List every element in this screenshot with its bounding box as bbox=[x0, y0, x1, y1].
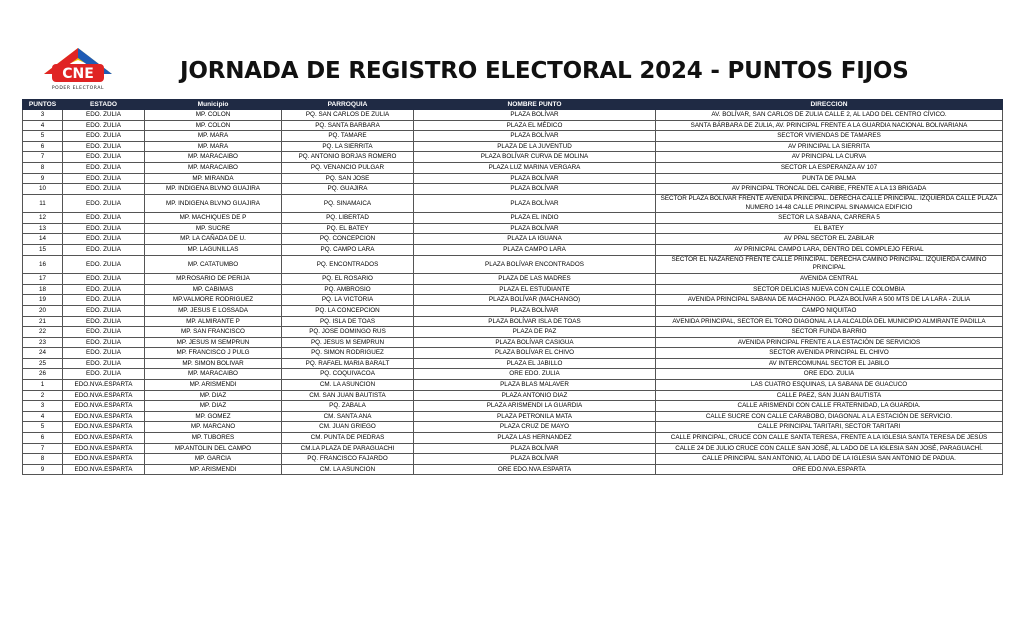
table-row bbox=[23, 401, 1003, 412]
cell-parroquia: PQ. LIBERTAD bbox=[282, 213, 414, 224]
cell-puntos: 10 bbox=[23, 184, 63, 195]
cell-puntos: 4 bbox=[23, 120, 63, 131]
cell-estado: EDO. ZULIA bbox=[63, 110, 145, 121]
logo-tagline: PODER ELECTORAL bbox=[51, 86, 105, 91]
cell-parroquia: PQ. GUAJIRA bbox=[282, 184, 414, 195]
cell-nombre-punto: PLAZA LUZ MARINA VERGARA bbox=[414, 162, 656, 173]
cell-direccion: LAS CUATRO ESQUINAS, LA SABANA DE GUACUCO bbox=[656, 380, 1003, 391]
cell-puntos: 5 bbox=[23, 131, 63, 142]
cell-parroquia: PQ. EL ROSARIO bbox=[282, 274, 414, 285]
table-row bbox=[23, 162, 1003, 173]
cell-estado: EDO. ZULIA bbox=[63, 358, 145, 369]
cell-parroquia: PQ. FRANCISCO FAJARDO bbox=[282, 454, 414, 465]
cell-direccion: SECTOR LA SABANA, CARRERA 5 bbox=[656, 213, 1003, 224]
table-row bbox=[23, 390, 1003, 401]
cell-estado: EDO.NVA.ESPARTA bbox=[63, 433, 145, 444]
cell-direccion: SECTOR AVENIDA PRINCIPAL EL CHIVO bbox=[656, 348, 1003, 359]
table-row bbox=[23, 213, 1003, 224]
cell-nombre-punto: PLAZA EL JABILLO bbox=[414, 358, 656, 369]
cell-parroquia: PQ. LA VICTORIA bbox=[282, 295, 414, 306]
cell-estado: EDO. ZULIA bbox=[63, 305, 145, 316]
cell-direccion: CAMPO NIQUITAO bbox=[656, 305, 1003, 316]
cell-nombre-punto: PLAZA BOLÍVAR CURVA DE MOLINA bbox=[414, 152, 656, 163]
cell-estado: EDO. ZULIA bbox=[63, 284, 145, 295]
cell-puntos: 8 bbox=[23, 162, 63, 173]
cell-estado: EDO. ZULIA bbox=[63, 223, 145, 234]
cell-puntos: 20 bbox=[23, 305, 63, 316]
cell-parroquia: PQ. ISLA DE TOAS bbox=[282, 316, 414, 327]
table-row bbox=[23, 422, 1003, 433]
cell-estado: EDO.NVA.ESPARTA bbox=[63, 401, 145, 412]
cell-direccion: ORE EDO.NVA.ESPARTA bbox=[656, 464, 1003, 475]
cell-direccion: SANTA BÁRBARA DE ZULIA, AV. PRINCIPAL FRENTE A LA GUARDIA NACIONAL BOLIVARIANA bbox=[656, 120, 1003, 131]
table-row bbox=[23, 234, 1003, 245]
table-row bbox=[23, 194, 1003, 213]
cell-municipio: MP. MARACAIBO bbox=[145, 162, 282, 173]
cell-nombre-punto: PLAZA PETRONILA MATA bbox=[414, 411, 656, 422]
column-header: DIRECCION bbox=[656, 100, 1003, 110]
column-header: PUNTOS bbox=[23, 100, 63, 110]
cell-direccion: CALLE PRINCIPAL SAN ANTONIO, AL LADO DE LA IGLESIA SAN ANTONIO DE PADUA. bbox=[656, 454, 1003, 465]
cell-parroquia: PQ. ZABALA bbox=[282, 401, 414, 412]
cell-parroquia: PQ. VENANCIO PULGAR bbox=[282, 162, 414, 173]
cell-estado: EDO.NVA.ESPARTA bbox=[63, 422, 145, 433]
table-row bbox=[23, 184, 1003, 195]
page-title: JORNADA DE REGISTRO ELECTORAL 2024 - PUNTOS FIJOS bbox=[180, 58, 909, 84]
cell-estado: EDO. ZULIA bbox=[63, 213, 145, 224]
cell-parroquia: PQ. SAN CARLOS DE ZULIA bbox=[282, 110, 414, 121]
cell-estado: EDO. ZULIA bbox=[63, 141, 145, 152]
cell-direccion: SECTOR EL NAZARENO FRENTE CALLE PRINCIPAL. DERECHA CAMINO PRINCIPAL. IZQUIERDA CAMINO PRINCIPAL bbox=[656, 255, 1003, 274]
column-header: NOMBRE PUNTO bbox=[414, 100, 656, 110]
column-header: PARROQUIA bbox=[282, 100, 414, 110]
cell-estado: EDO.NVA.ESPARTA bbox=[63, 380, 145, 391]
cell-direccion: AVENIDA PRINCIPAL SABANA DE MACHANGO. PLAZA BOLÍVAR A 500 MTS DE LA LARA - ZULIA bbox=[656, 295, 1003, 306]
cell-puntos: 2 bbox=[23, 390, 63, 401]
cell-direccion: CALLE ARISMENDI CON CALLE FRATERNIDAD, LA GUARDIA. bbox=[656, 401, 1003, 412]
cell-puntos: 4 bbox=[23, 411, 63, 422]
cell-nombre-punto: PLAZA CAMPO LARA bbox=[414, 245, 656, 256]
table-row bbox=[23, 358, 1003, 369]
table-row bbox=[23, 295, 1003, 306]
cell-municipio: MP. ALMIRANTE P bbox=[145, 316, 282, 327]
cell-puntos: 7 bbox=[23, 443, 63, 454]
cell-direccion: AV INTERCOMUNAL SECTOR EL JABILO bbox=[656, 358, 1003, 369]
cell-direccion: SECTOR VIVIENDAS DE TAMARES bbox=[656, 131, 1003, 142]
cell-municipio: MP. SUCRE bbox=[145, 223, 282, 234]
cell-estado: EDO.NVA.ESPARTA bbox=[63, 411, 145, 422]
cell-nombre-punto: PLAZA LA IGUANA bbox=[414, 234, 656, 245]
table-row bbox=[23, 411, 1003, 422]
cell-estado: EDO. ZULIA bbox=[63, 234, 145, 245]
cell-parroquia: PQ. RAFAEL MARIA BARALT bbox=[282, 358, 414, 369]
cell-municipio: MP. MARACAIBO bbox=[145, 369, 282, 380]
cell-nombre-punto: PLAZA CRUZ DE MAYO bbox=[414, 422, 656, 433]
cell-municipio: MP. SAN FRANCISCO bbox=[145, 327, 282, 338]
cell-puntos: 24 bbox=[23, 348, 63, 359]
cell-nombre-punto: PLAZA BOLÍVAR bbox=[414, 131, 656, 142]
table-row bbox=[23, 443, 1003, 454]
cell-nombre-punto: PLAZA DE LA JUVENTUD bbox=[414, 141, 656, 152]
cell-puntos: 17 bbox=[23, 274, 63, 285]
cell-municipio: MP. GOMEZ bbox=[145, 411, 282, 422]
cell-estado: EDO. ZULIA bbox=[63, 162, 145, 173]
cell-municipio: MP. MIRANDA bbox=[145, 173, 282, 184]
cell-parroquia: CM. SAN JUAN BAUTISTA bbox=[282, 390, 414, 401]
cell-puntos: 23 bbox=[23, 337, 63, 348]
cell-municipio: MP. LA CAÑADA DE U. bbox=[145, 234, 282, 245]
cell-direccion: CALLE 24 DE JULIO CRUCE CON CALLE SAN JOSÉ, AL LADO DE LA IGLESIA SAN JOSÉ, PARAGUACHÍ. bbox=[656, 443, 1003, 454]
cell-direccion: SECTOR LA ESPERANZA AV 107 bbox=[656, 162, 1003, 173]
cell-parroquia: CM. PUNTA DE PIEDRAS bbox=[282, 433, 414, 444]
cell-direccion: CALLE SUCRE CON CALLE CARABOBO, DIAGONAL A LA ESTACIÓN DE SERVICIO. bbox=[656, 411, 1003, 422]
cell-puntos: 3 bbox=[23, 401, 63, 412]
cell-municipio: MP. DIAZ bbox=[145, 401, 282, 412]
cell-nombre-punto: PLAZA BOLÍVAR CASIGUA bbox=[414, 337, 656, 348]
cell-direccion: CALLE PAEZ, SAN JUAN BAUTISTA bbox=[656, 390, 1003, 401]
cell-puntos: 26 bbox=[23, 369, 63, 380]
cell-parroquia: CM. LA ASUNCION bbox=[282, 380, 414, 391]
cell-parroquia: PQ. TAMARE bbox=[282, 131, 414, 142]
cell-parroquia: PQ. EL BATEY bbox=[282, 223, 414, 234]
cell-municipio: MP. SIMON BOLIVAR bbox=[145, 358, 282, 369]
cell-estado: EDO.NVA.ESPARTA bbox=[63, 464, 145, 475]
cell-municipio: MP. CABIMAS bbox=[145, 284, 282, 295]
cell-direccion: AVENIDA PRINCIPAL FRENTE A LA ESTACIÓN DE SERVICIOS bbox=[656, 337, 1003, 348]
cell-parroquia: PQ. JESUS M SEMPRUN bbox=[282, 337, 414, 348]
cell-municipio: MP. MARCANO bbox=[145, 422, 282, 433]
cell-parroquia: PQ. ENCONTRADOS bbox=[282, 255, 414, 274]
cell-municipio: MP.ROSARIO DE PERIJA bbox=[145, 274, 282, 285]
cell-nombre-punto: ORE EDO.NVA.ESPARTA bbox=[414, 464, 656, 475]
cell-puntos: 22 bbox=[23, 327, 63, 338]
cell-parroquia: PQ. SIMON RODRIGUEZ bbox=[282, 348, 414, 359]
cell-puntos: 25 bbox=[23, 358, 63, 369]
cell-parroquia: CM. LA ASUNCION bbox=[282, 464, 414, 475]
cell-municipio: MP. TUBORES bbox=[145, 433, 282, 444]
cell-estado: EDO. ZULIA bbox=[63, 131, 145, 142]
cell-direccion: AV PRINCIPAL TRONCAL DEL CARIBE, FRENTE A LA 13 BRIGADA bbox=[656, 184, 1003, 195]
cell-puntos: 6 bbox=[23, 433, 63, 444]
cell-direccion: CALLE PRINCIPAL TARITARI, SECTOR TARITARI bbox=[656, 422, 1003, 433]
cell-puntos: 11 bbox=[23, 194, 63, 213]
cell-nombre-punto: PLAZA BOLÍVAR bbox=[414, 184, 656, 195]
logo-text: CNE bbox=[62, 66, 94, 82]
cell-nombre-punto: PLAZA DE LAS MADRES bbox=[414, 274, 656, 285]
cell-nombre-punto: PLAZA BOLÍVAR ISLA DE TOAS bbox=[414, 316, 656, 327]
cell-nombre-punto: PLAZA EL ESTUDIANTE bbox=[414, 284, 656, 295]
cell-estado: EDO. ZULIA bbox=[63, 184, 145, 195]
table-row bbox=[23, 120, 1003, 131]
cell-direccion: AV PRINICPAL CAMPO LARA, DENTRO DEL COMPLEJO FERIAL bbox=[656, 245, 1003, 256]
cell-municipio: MP.VALMORE RODRIGUEZ bbox=[145, 295, 282, 306]
cell-nombre-punto: PLAZA BOLÍVAR bbox=[414, 194, 656, 213]
cell-municipio: MP. MARACAIBO bbox=[145, 152, 282, 163]
cell-nombre-punto: PLAZA LAS HERNANDEZ bbox=[414, 433, 656, 444]
cell-municipio: MP.ANTOLIN DEL CAMPO bbox=[145, 443, 282, 454]
cell-direccion: PUNTA DE PALMA bbox=[656, 173, 1003, 184]
cell-municipio: MP. COLON bbox=[145, 120, 282, 131]
table-row bbox=[23, 327, 1003, 338]
table-row bbox=[23, 152, 1003, 163]
cell-municipio: MP. ARISMENDI bbox=[145, 380, 282, 391]
cell-puntos: 8 bbox=[23, 454, 63, 465]
cell-nombre-punto: PLAZA DE PAZ bbox=[414, 327, 656, 338]
cell-estado: EDO.NVA.ESPARTA bbox=[63, 443, 145, 454]
cell-municipio: MP. MACHIQUES DE P bbox=[145, 213, 282, 224]
cell-parroquia: PQ. CAMPO LARA bbox=[282, 245, 414, 256]
cell-puntos: 3 bbox=[23, 110, 63, 121]
cell-estado: EDO. ZULIA bbox=[63, 327, 145, 338]
cell-municipio: MP. MARA bbox=[145, 141, 282, 152]
table-row bbox=[23, 173, 1003, 184]
cell-estado: EDO. ZULIA bbox=[63, 348, 145, 359]
table-row bbox=[23, 110, 1003, 121]
cell-parroquia: PQ. SINAMAICA bbox=[282, 194, 414, 213]
cell-estado: EDO. ZULIA bbox=[63, 120, 145, 131]
cell-puntos: 13 bbox=[23, 223, 63, 234]
table-row bbox=[23, 337, 1003, 348]
table-row bbox=[23, 255, 1003, 274]
cell-direccion: AVENIDA CENTRAL bbox=[656, 274, 1003, 285]
cell-nombre-punto: PLAZA BOLÍVAR EL CHIVO bbox=[414, 348, 656, 359]
table-row bbox=[23, 141, 1003, 152]
cell-municipio: MP. MARA bbox=[145, 131, 282, 142]
table-body bbox=[23, 110, 1003, 475]
cell-puntos: 6 bbox=[23, 141, 63, 152]
cell-municipio: MP. DIAZ bbox=[145, 390, 282, 401]
cell-nombre-punto: PLAZA BOLÍVAR bbox=[414, 443, 656, 454]
cell-nombre-punto: PLAZA BOLÍVAR ENCONTRADOS bbox=[414, 255, 656, 274]
cell-nombre-punto: PLAZA BOLÍVAR (MACHANGO) bbox=[414, 295, 656, 306]
cell-estado: EDO. ZULIA bbox=[63, 274, 145, 285]
cell-estado: EDO. ZULIA bbox=[63, 295, 145, 306]
cell-municipio: MP. INDIGENA BLVNO GUAJIRA bbox=[145, 184, 282, 195]
cell-estado: EDO. ZULIA bbox=[63, 369, 145, 380]
cell-nombre-punto: PLAZA BOLÍVAR bbox=[414, 223, 656, 234]
cell-parroquia: PQ. ANTONIO BORJAS ROMERO bbox=[282, 152, 414, 163]
cell-nombre-punto: PLAZA BOLÍVAR bbox=[414, 305, 656, 316]
cell-parroquia: PQ. SANTA BARBARA bbox=[282, 120, 414, 131]
cell-municipio: MP. LAGUNILLAS bbox=[145, 245, 282, 256]
cell-nombre-punto: PLAZA BOLÍVAR bbox=[414, 173, 656, 184]
table-row bbox=[23, 380, 1003, 391]
cell-direccion: SECTOR DELICIAS NUEVA CON CALLE COLOMBIA bbox=[656, 284, 1003, 295]
cell-estado: EDO.NVA.ESPARTA bbox=[63, 454, 145, 465]
table-row bbox=[23, 274, 1003, 285]
cell-estado: EDO. ZULIA bbox=[63, 194, 145, 213]
cell-parroquia: CM.LA PLAZA DE PARAGUACHI bbox=[282, 443, 414, 454]
cell-direccion: SECTOR PLAZA BOLÍVAR FRENTE AVENIDA PRINCIPAL. DERECHA CALLE PRINCIPAL. IZQUIERDA CALLE PLAZA NUMERO 14-48 CALLE PRINCIPAL SINAMAICA EDIFICIO bbox=[656, 194, 1003, 213]
table-row bbox=[23, 305, 1003, 316]
cell-nombre-punto: PLAZA BLAS MALAVER bbox=[414, 380, 656, 391]
cell-direccion: AV PRINCIPAL LA SIERRITA bbox=[656, 141, 1003, 152]
cell-parroquia: PQ. AMBROSIO bbox=[282, 284, 414, 295]
cell-parroquia: PQ. SAN JOSE bbox=[282, 173, 414, 184]
cell-parroquia: PQ. COQUIVACOA bbox=[282, 369, 414, 380]
cell-direccion: AVENIDA PRINCIPAL, SECTOR EL TORO DIAGONAL A LA ALCALDÍA DEL MUNICIPIO ALMIRANTE PADILLA bbox=[656, 316, 1003, 327]
table-row bbox=[23, 316, 1003, 327]
cell-puntos: 19 bbox=[23, 295, 63, 306]
cell-parroquia: PQ. LA CONCEPCION bbox=[282, 305, 414, 316]
cell-direccion: AV PPAL SECTOR EL ZABILAR bbox=[656, 234, 1003, 245]
cell-direccion: SECTOR FUNDA BARRIO bbox=[656, 327, 1003, 338]
table-row bbox=[23, 369, 1003, 380]
cell-puntos: 12 bbox=[23, 213, 63, 224]
registration-points-table bbox=[22, 99, 1003, 475]
cell-puntos: 14 bbox=[23, 234, 63, 245]
cell-direccion: ORE EDO. ZULIA bbox=[656, 369, 1003, 380]
table-row bbox=[23, 348, 1003, 359]
cell-estado: EDO.NVA.ESPARTA bbox=[63, 390, 145, 401]
cell-puntos: 21 bbox=[23, 316, 63, 327]
cell-parroquia: CM. JUAN GRIEGO bbox=[282, 422, 414, 433]
cell-puntos: 5 bbox=[23, 422, 63, 433]
cell-estado: EDO. ZULIA bbox=[63, 173, 145, 184]
table-row bbox=[23, 464, 1003, 475]
column-header: Municipio bbox=[145, 100, 282, 110]
cell-parroquia: PQ. JOSE DOMINGO RUS bbox=[282, 327, 414, 338]
cell-puntos: 7 bbox=[23, 152, 63, 163]
cell-parroquia: CM. SANTA ANA bbox=[282, 411, 414, 422]
table-row bbox=[23, 433, 1003, 444]
table-header-row bbox=[23, 100, 1003, 110]
cell-nombre-punto: PLAZA BOLÍVAR bbox=[414, 454, 656, 465]
cell-direccion: CALLE PRINCIPAL, CRUCE CON CALLE SANTA TERESA, FRENTE A LA IGLESIA SANTA TERESA DE JESÚS bbox=[656, 433, 1003, 444]
cell-nombre-punto: PLAZA BOLÍVAR bbox=[414, 110, 656, 121]
cell-municipio: MP. GARCIA bbox=[145, 454, 282, 465]
cell-municipio: MP. FRANCISCO J PULG bbox=[145, 348, 282, 359]
cell-estado: EDO. ZULIA bbox=[63, 255, 145, 274]
cell-municipio: MP. JESUS M SEMPRUN bbox=[145, 337, 282, 348]
cell-puntos: 1 bbox=[23, 380, 63, 391]
table-row bbox=[23, 131, 1003, 142]
cell-puntos: 18 bbox=[23, 284, 63, 295]
cell-estado: EDO. ZULIA bbox=[63, 316, 145, 327]
table-row bbox=[23, 245, 1003, 256]
cell-estado: EDO. ZULIA bbox=[63, 337, 145, 348]
cell-estado: EDO. ZULIA bbox=[63, 245, 145, 256]
column-header: ESTADO bbox=[63, 100, 145, 110]
cell-municipio: MP. ARISMENDI bbox=[145, 464, 282, 475]
cell-nombre-punto: ORE EDO. ZULIA bbox=[414, 369, 656, 380]
cell-municipio: MP. JESUS E LOSSADA bbox=[145, 305, 282, 316]
cell-parroquia: PQ. LA SIERRITA bbox=[282, 141, 414, 152]
cell-nombre-punto: PLAZA EL MÉDICO bbox=[414, 120, 656, 131]
table-row bbox=[23, 454, 1003, 465]
cell-nombre-punto: PLAZA ANTONIO DIAZ bbox=[414, 390, 656, 401]
table-row bbox=[23, 284, 1003, 295]
cell-municipio: MP. COLON bbox=[145, 110, 282, 121]
cell-direccion: AV PRINCIPAL LA CURVA bbox=[656, 152, 1003, 163]
cell-estado: EDO. ZULIA bbox=[63, 152, 145, 163]
table-row bbox=[23, 223, 1003, 234]
cell-direccion: EL BATEY bbox=[656, 223, 1003, 234]
cell-municipio: MP. INDIGENA BLVNO GUAJIRA bbox=[145, 194, 282, 213]
cell-direccion: AV. BOLÍVAR, SAN CARLOS DE ZULIA CALLE 2, AL LADO DEL CENTRO CÍVICO. bbox=[656, 110, 1003, 121]
cell-nombre-punto: PLAZA EL INDIO bbox=[414, 213, 656, 224]
cell-puntos: 15 bbox=[23, 245, 63, 256]
cell-municipio: MP. CATATUMBO bbox=[145, 255, 282, 274]
cell-puntos: 9 bbox=[23, 464, 63, 475]
cell-puntos: 16 bbox=[23, 255, 63, 274]
cell-parroquia: PQ. CONCEPCION bbox=[282, 234, 414, 245]
cell-nombre-punto: PLAZA ARISMENDI LA GUARDIA bbox=[414, 401, 656, 412]
cell-puntos: 9 bbox=[23, 173, 63, 184]
